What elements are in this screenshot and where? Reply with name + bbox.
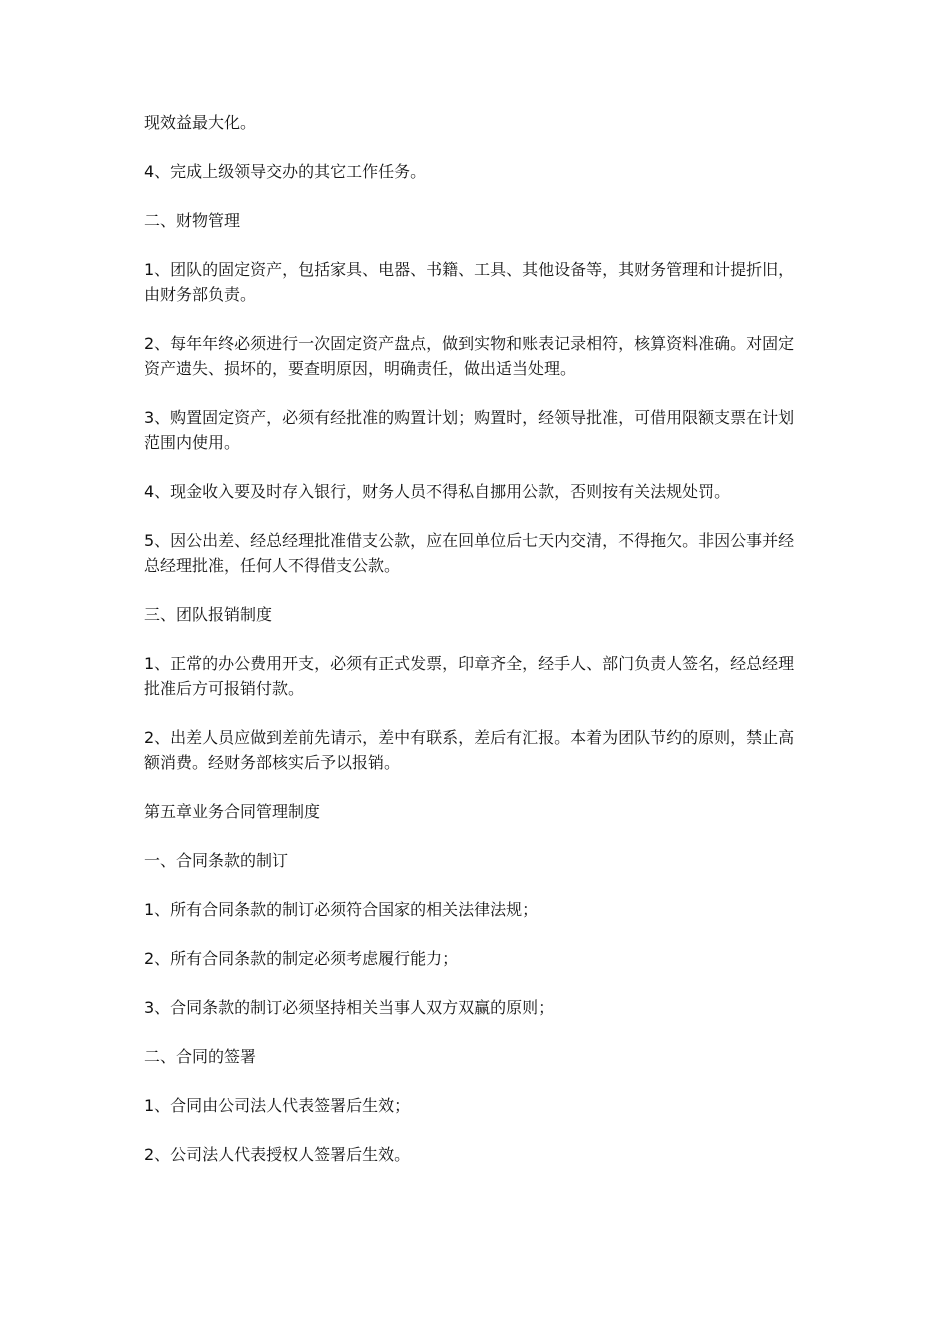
section-heading-contract-signing: 二、合同的签署 <box>144 1047 257 1066</box>
paragraph-fixed-assets: 1、团队的固定资产，包括家具、电器、书籍、工具、其他设备等，其财务管理和计提折旧，由财务部负责。 <box>144 260 795 304</box>
paragraph-travel-reporting: 2、出差人员应做到差前先请示，差中有联系，差后有汇报。本着为团队节约的原则，禁止高额消费。经财务部核实后予以报销。 <box>144 728 795 772</box>
paragraph-annual-inventory: 2、每年年终必须进行一次固定资产盘点，做到实物和账表记录相符，核算资料准确。对固定资产遗失、损坏的，要查明原因，明确责任，做出适当处理。 <box>144 334 795 378</box>
paragraph-cash-deposit: 4、现金收入要及时存入银行，财务人员不得私自挪用公款，否则按有关法规处罚。 <box>144 482 731 501</box>
paragraph-legal-representative: 1、合同由公司法人代表签署后生效； <box>144 1096 411 1115</box>
section-heading-contract-terms: 一、合同条款的制订 <box>144 851 289 870</box>
paragraph-other-tasks: 4、完成上级领导交办的其它工作任务。 <box>144 162 427 181</box>
section-heading-property-management: 二、财物管理 <box>144 211 241 230</box>
paragraph-terms-win-win: 3、合同条款的制订必须坚持相关当事人双方双赢的原则； <box>144 998 555 1017</box>
section-heading-reimbursement: 三、团队报销制度 <box>144 605 273 624</box>
paragraph-efficiency-continued: 现效益最大化。 <box>144 113 257 132</box>
paragraph-business-travel-advance: 5、因公出差、经总经理批准借支公款，应在回单位后七天内交清，不得拖欠。非因公事并经总经理批准，任何人不得借支公款。 <box>144 531 795 575</box>
paragraph-asset-purchase: 3、购置固定资产，必须有经批准的购置计划；购置时，经领导批准，可借用限额支票在计划范围内使用。 <box>144 408 795 452</box>
document-body <box>144 110 809 1191</box>
chapter-heading-contract-management: 第五章业务合同管理制度 <box>144 802 321 821</box>
paragraph-office-expenses: 1、正常的办公费用开支，必须有正式发票，印章齐全，经手人、部门负责人签名，经总经理批准后方可报销付款。 <box>144 654 795 698</box>
paragraph-authorized-signatory: 2、公司法人代表授权人签署后生效。 <box>144 1145 411 1164</box>
paragraph-terms-legal: 1、所有合同条款的制订必须符合国家的相关法律法规； <box>144 900 539 919</box>
paragraph-terms-capability: 2、所有合同条款的制定必须考虑履行能力； <box>144 949 459 968</box>
